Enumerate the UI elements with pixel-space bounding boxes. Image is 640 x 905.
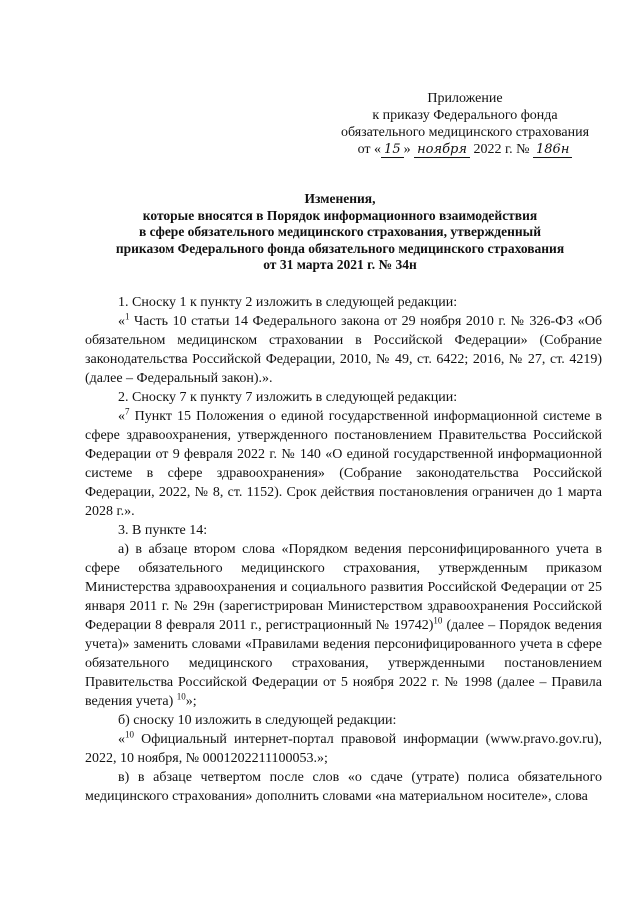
footnote-ref: 10: [125, 729, 134, 740]
appendix-order-line: к приказу Федерального фонда: [372, 108, 558, 123]
paragraph-8-text: Официальный интернет-портал правовой информации (www.pravo.gov.ru), 2022, 10 ноября, № 0001202211100053.»;: [85, 732, 602, 766]
document-body: [85, 293, 602, 806]
handwritten-month: ноября: [414, 143, 470, 158]
footnote-ref: 7: [125, 406, 130, 417]
footnote-ref: 10: [176, 691, 186, 702]
title-line-4: приказом Федерального фонда обязательного медицинского страхования: [115, 240, 565, 256]
paragraph-6-part-a: а) в абзаце втором слова «Порядком ведения персонифицированного учета в сфере обязательного медицинского страхования, утвержденным приказом Министерства здравоохранения и социального развития Российской Федерации от 25 января 2011 г. № 29н (зарегистрирован Министерством здравоохранения Российской Федерации 8 февраля 2011 г., регистрационный № 19742): [85, 542, 602, 633]
date-prefix: от «: [357, 142, 382, 157]
paragraph-7: б) сноску 10 изложить в следующей редакции:: [118, 713, 397, 728]
paragraph-2: [85, 312, 602, 388]
paragraph-2-text: Часть 10 статьи 14 Федерального закона от 29 ноября 2010 г. № 326-ФЗ «Об обязательном медицинском страховании в Российской Федерации» (Собрание законодательства Российской Федерации, 2010, № 49, ст. 6422; 2016, № 27, ст. 4219) (далее – Федеральный закон).».: [85, 314, 602, 386]
paragraph-6-part-c: »;: [185, 694, 197, 709]
paragraph-5: 3. В пункте 14:: [118, 523, 208, 538]
appendix-fund-line: обязательного медицинского страхования: [340, 125, 590, 140]
title-line-5: от 31 марта 2021 г. № 34н: [263, 257, 417, 273]
quote-open: «: [118, 314, 125, 329]
handwritten-order-number: 186н: [533, 143, 572, 158]
paragraph-4: [85, 407, 602, 521]
paragraph-6-part-b: (далее – Порядок ведения учета)» заменить словами «Правилами ведения персонифицированного учета в сфере обязательного медицинского страхования, утвержденными постановлением Правительства Российской Федерации от 5 ноября 2022 г. № 1998 (далее – Правила ведения учета): [85, 618, 602, 709]
footnote-ref: 10: [433, 615, 443, 626]
paragraph-9: в) в абзаце четвертом после слов «о сдаче (утрате) полиса обязательного медицинского страхования» дополнить словами «на материальном носителе», слова: [85, 770, 602, 804]
paragraph-1: 1. Сноску 1 к пункту 2 изложить в следующей редакции:: [118, 295, 458, 310]
appendix-date-line: [330, 141, 600, 158]
paragraph-3: 2. Сноску 7 к пункту 7 изложить в следующей редакции:: [118, 390, 458, 405]
quote-open: «: [118, 732, 125, 747]
title-line-1: Изменения,: [304, 191, 376, 206]
footnote-ref: 1: [125, 311, 130, 322]
year-text: 2022 г. №: [473, 142, 530, 157]
paragraph-4-text: Пункт 15 Положения о единой государственной информационной системе в сфере здравоохранения, утвержденного постановлением Правительства Российской Федерации от 9 февраля 2022 г. № 140 «О единой государственной информационной системе в сфере здравоохранения» (Собрание законодательства Российской Федерации, 2022, № 8, ст. 1152). Срок действия постановления ограничен до 1 марта 2028 г.».: [85, 409, 602, 519]
appendix-title: Приложение: [427, 91, 503, 106]
title-line-3: в сфере обязательного медицинского страхования, утвержденный: [139, 224, 541, 240]
quote-open: «: [118, 409, 125, 424]
date-mid: »: [403, 142, 411, 157]
paragraph-6: [85, 540, 602, 711]
title-line-2: которые вносятся в Порядок информационного взаимодействия: [142, 207, 538, 223]
handwritten-day: 15: [381, 143, 404, 158]
appendix-header: [330, 90, 600, 158]
document-title: [80, 191, 600, 274]
paragraph-8: [85, 730, 602, 768]
